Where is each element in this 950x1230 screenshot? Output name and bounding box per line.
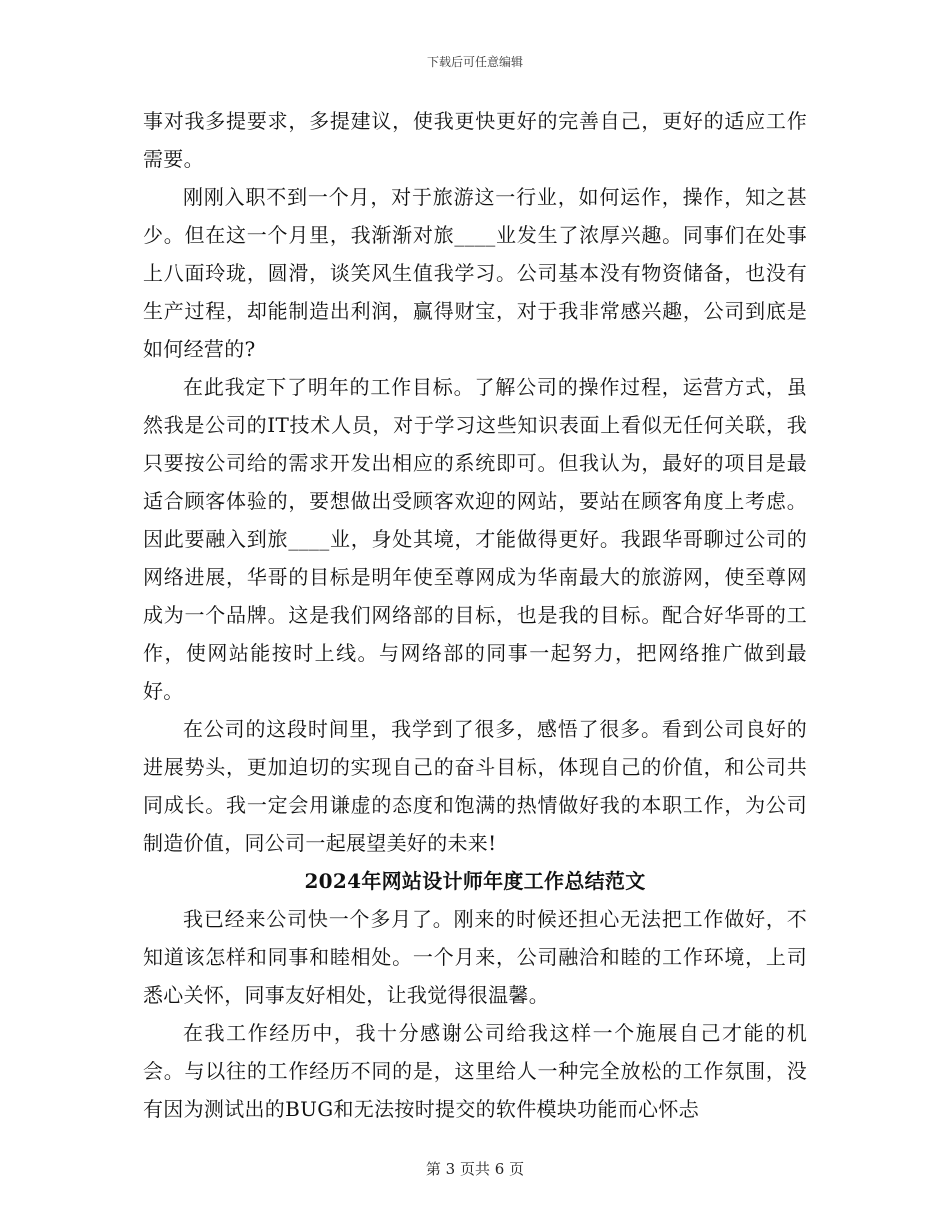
paragraph-work-goals: 在此我定下了明年的工作目标。了解公司的操作过程，运营方式，虽然我是公司的IT技术人员，对于学习这些知识表面上看似无任何关联，我只要按公司给的需求开发出相应的系统即可。但我认为，最好的项目是最适合顾客体验的，要想做出受顾客欢迎的网站，要站在顾客角度上考虑。因此要融入到旅____业，身处其境，才能做得更好。我跟华哥聊过公司的网络进展，华哥的目标是明年使至尊网成为华南最大的旅游网，使至尊网成为一个品牌。这是我们网络部的目标，也是我的目标。配合好华哥的工作，使网站能按时上线。与网络部的同事一起努力，把网络推广做到最好。 bbox=[143, 375, 807, 703]
page-footer: 第 3 页共 6 页 bbox=[425, 1160, 525, 1178]
document-body bbox=[143, 102, 807, 1128]
paragraph-new-section-intro: 我已经来公司快一个多月了。刚来的时候还担心无法把工作做好，不知道该怎样和同事和睦相处。一个月来，公司融洽和睦的工作环境，上司悉心关怀，同事友好相处，让我觉得很温馨。 bbox=[143, 907, 807, 1007]
paragraph-travel-industry: 刚刚入职不到一个月，对于旅游这一行业，如何运作，操作，知之甚少。但在这一个月里，我渐渐对旅____业发生了浓厚兴趣。同事们在处事上八面玲珑，圆滑，谈笑风生值我学习。公司基本没有物资储备，也没有生产过程，却能制造出利润，赢得财宝，对于我非常感兴趣，公司到底是如何经营的? bbox=[143, 185, 807, 361]
paragraph-work-experience: 在我工作经历中，我十分感谢公司给我这样一个施展自己才能的机会。与以往的工作经历不同的是，这里给人一种完全放松的工作氛围，没有因为测试出的BUG和无法按时提交的软件模块功能而心怀忐 bbox=[143, 1021, 807, 1121]
page-header: 下载后可任意编辑 bbox=[426, 55, 523, 69]
section-title: 2024年网站设计师年度工作总结范文 bbox=[304, 869, 646, 893]
paragraph-continuation: 事对我多提要求，多提建议，使我更快更好的完善自己，更好的适应工作需要。 bbox=[143, 109, 807, 171]
paragraph-conclusion: 在公司的这段时间里，我学到了很多，感悟了很多。看到公司良好的进展势头，更加迫切的实现自己的奋斗目标，体现自己的价值，和公司共同成长。我一定会用谦虚的态度和饱满的热情做好我的本职工作，为公司制造价值，同公司一起展望美好的未来! bbox=[143, 717, 807, 855]
